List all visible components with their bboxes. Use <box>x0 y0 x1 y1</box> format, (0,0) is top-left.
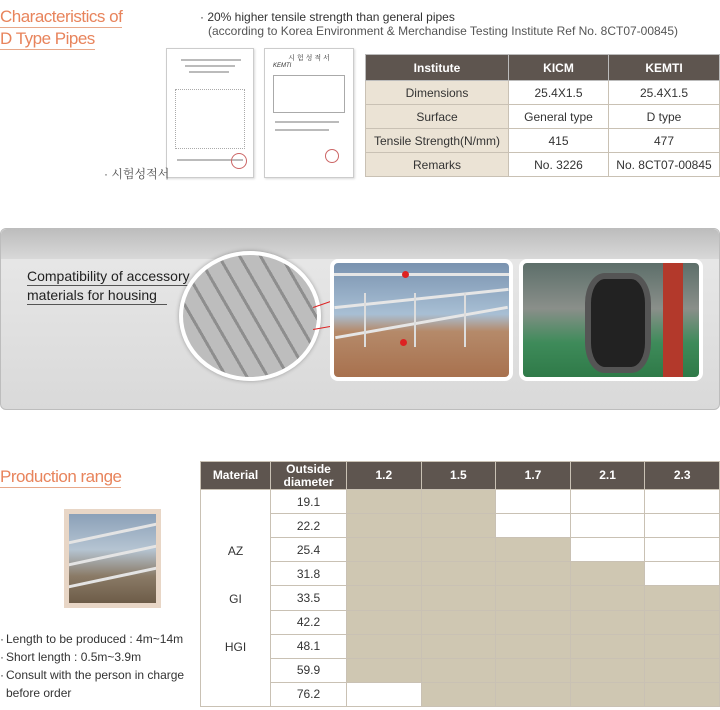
characteristics-title-line1: Characteristics of <box>0 7 123 26</box>
spec-header-row <box>366 55 720 81</box>
header-thickness: 1.2 <box>347 462 422 490</box>
availability-cell <box>421 538 496 562</box>
header-diameter-line1: Outside <box>286 461 331 476</box>
kemti-logo: KEMTI <box>273 63 292 69</box>
availability-cell <box>496 634 571 658</box>
spec-cell: 477 <box>609 129 720 153</box>
header-diameter-line2: diameter <box>283 474 334 489</box>
availability-cell <box>347 514 422 538</box>
availability-cell <box>570 562 645 586</box>
availability-cell <box>496 658 571 682</box>
availability-cell <box>421 610 496 634</box>
diameter-cell: 59.9 <box>271 658 347 682</box>
header-thickness: 1.5 <box>421 462 496 490</box>
greenhouse-frame-photo <box>330 259 513 381</box>
table-row <box>201 490 720 514</box>
availability-cell <box>645 610 720 634</box>
note-consult: · Consult with the person in charge <box>0 666 184 684</box>
spec-cell: 25.4X1.5 <box>509 81 609 105</box>
table-row <box>201 610 720 634</box>
banner-header-strip <box>1 229 719 259</box>
availability-cell <box>347 634 422 658</box>
availability-cell <box>347 658 422 682</box>
availability-cell <box>645 490 720 514</box>
material-cell <box>201 490 271 707</box>
availability-cell <box>496 538 571 562</box>
availability-cell <box>421 586 496 610</box>
availability-cell <box>347 610 422 634</box>
diameter-cell: 31.8 <box>271 562 347 586</box>
note-consult-cont: before order <box>6 686 72 700</box>
material-az: AZ <box>227 544 244 558</box>
table-row <box>201 634 720 658</box>
header-outside-diameter <box>271 462 347 490</box>
availability-cell <box>496 562 571 586</box>
spec-cell: D type <box>609 105 720 129</box>
header-material: Material <box>201 462 271 490</box>
availability-cell <box>421 682 496 706</box>
availability-cell <box>421 514 496 538</box>
header-thickness: 2.3 <box>645 462 720 490</box>
availability-cell <box>496 610 571 634</box>
availability-cell <box>496 682 571 706</box>
availability-cell <box>645 634 720 658</box>
marker-dot-lower <box>400 339 407 346</box>
availability-cell <box>496 586 571 610</box>
material-gi: GI <box>229 592 242 606</box>
compatibility-banner <box>0 228 720 410</box>
availability-cell <box>347 586 422 610</box>
availability-cell <box>496 514 571 538</box>
characteristics-title <box>0 6 122 50</box>
spec-header-institute: Institute <box>366 55 509 81</box>
compat-line2: materials for housing <box>27 286 167 305</box>
intro-reference: (according to Korea Environment & Merchandise Testing Institute Ref No. 8CT07-00845) <box>208 24 679 38</box>
availability-cell <box>645 658 720 682</box>
availability-cell <box>347 562 422 586</box>
availability-cell <box>645 514 720 538</box>
availability-cell <box>570 490 645 514</box>
diameter-cell: 42.2 <box>271 610 347 634</box>
diameter-cell: 48.1 <box>271 634 347 658</box>
production-title-text: Production range <box>0 467 122 486</box>
availability-cell <box>645 562 720 586</box>
diameter-cell: 19.1 <box>271 490 347 514</box>
spec-cell: General type <box>509 105 609 129</box>
marker-dot-upper <box>402 271 409 278</box>
availability-cell <box>421 490 496 514</box>
availability-cell <box>570 610 645 634</box>
spec-row-label: Dimensions <box>366 81 509 105</box>
availability-cell <box>421 658 496 682</box>
availability-cell <box>570 658 645 682</box>
spec-row-label: Remarks <box>366 153 509 177</box>
compat-line1: Compatibility of accessory <box>27 268 190 284</box>
availability-cell <box>570 634 645 658</box>
note-short-length: · Short length : 0.5m~3.9m <box>0 648 184 666</box>
availability-cell <box>570 514 645 538</box>
spec-cell: No. 3226 <box>509 153 609 177</box>
availability-cell <box>496 490 571 514</box>
availability-cell <box>570 586 645 610</box>
note-length: · Length to be produced : 4m~14m <box>0 630 184 648</box>
spec-header-kicm: KICM <box>509 55 609 81</box>
certificate-heading: 시 험 성 적 서 <box>288 55 330 62</box>
availability-cell <box>570 682 645 706</box>
material-hgi: HGI <box>224 640 247 654</box>
availability-cell <box>570 538 645 562</box>
range-header-row <box>201 462 720 490</box>
range-body <box>201 490 720 707</box>
doc-caption: · 시험성적서 <box>104 167 170 181</box>
test-certificate-image-1 <box>166 48 254 178</box>
spec-row <box>366 129 720 153</box>
spec-row <box>366 153 720 177</box>
spec-row-label: Surface <box>366 105 509 129</box>
availability-cell <box>421 562 496 586</box>
availability-cell <box>645 682 720 706</box>
availability-cell <box>645 586 720 610</box>
intro-line1: · 20% higher tensile strength than general pipes <box>200 10 455 24</box>
table-row <box>201 538 720 562</box>
pipe-machinery-photo <box>519 259 703 381</box>
characteristics-title-line2: D Type Pipes <box>0 29 95 48</box>
spec-row <box>366 105 720 129</box>
diameter-cell: 33.5 <box>271 586 347 610</box>
production-range-title <box>0 466 121 488</box>
availability-cell <box>347 538 422 562</box>
availability-cell <box>347 490 422 514</box>
pipe-installation-photo <box>64 509 161 608</box>
production-notes <box>0 630 184 702</box>
availability-cell <box>421 634 496 658</box>
test-certificate-image-2 <box>264 48 354 178</box>
spec-row <box>366 81 720 105</box>
diameter-cell: 25.4 <box>271 538 347 562</box>
table-row <box>201 562 720 586</box>
production-range-table <box>200 461 720 707</box>
spec-row-label: Tensile Strength(N/mm) <box>366 129 509 153</box>
table-row <box>201 682 720 706</box>
table-row <box>201 514 720 538</box>
availability-cell <box>347 682 422 706</box>
spec-cell: 25.4X1.5 <box>609 81 720 105</box>
header-thickness: 2.1 <box>570 462 645 490</box>
diameter-cell: 76.2 <box>271 682 347 706</box>
pipe-surface-closeup-image <box>179 251 321 381</box>
diameter-cell: 22.2 <box>271 514 347 538</box>
spec-cell: 415 <box>509 129 609 153</box>
intro-text <box>200 10 678 38</box>
spec-table <box>365 54 720 177</box>
compatibility-caption <box>27 267 190 305</box>
spec-cell: No. 8CT07-00845 <box>609 153 720 177</box>
header-thickness: 1.7 <box>496 462 571 490</box>
spec-header-kemti: KEMTI <box>609 55 720 81</box>
table-row <box>201 658 720 682</box>
table-row <box>201 586 720 610</box>
availability-cell <box>645 538 720 562</box>
